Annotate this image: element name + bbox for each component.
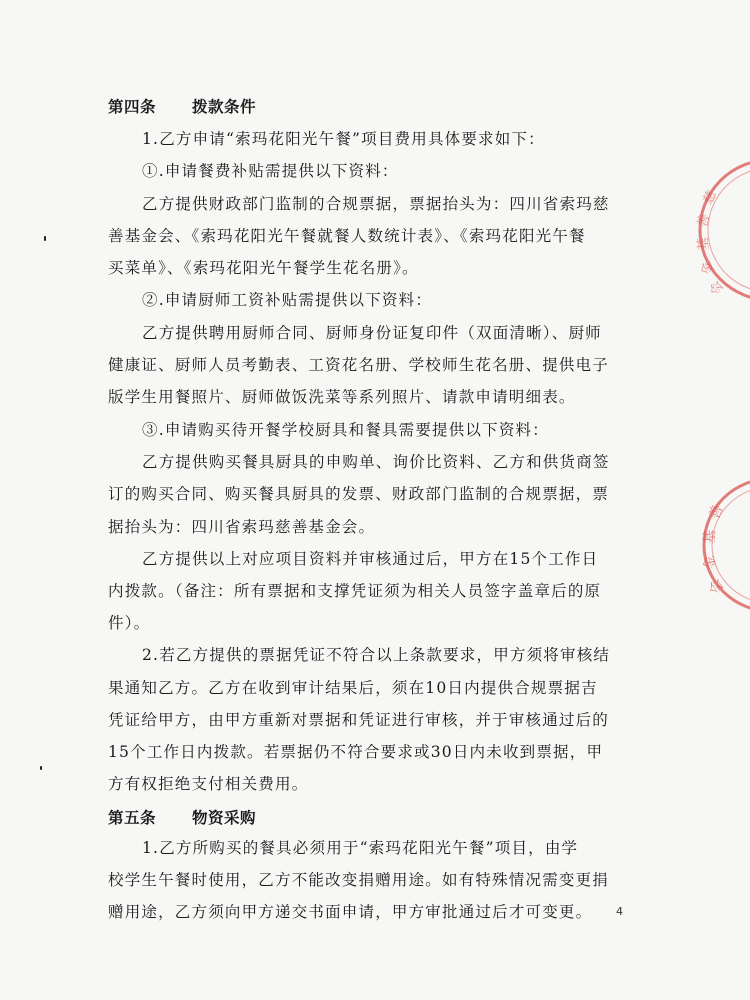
article-4-line: 健康证、厨师人员考勤表、工资花名册、学校师生花名册、提供电子: [108, 356, 610, 374]
article-5-number: 第五条: [108, 809, 157, 827]
svg-text:基: 基: [695, 236, 712, 251]
article-4-line: ③.申请购买待开餐学校厨具和餐具需要提供以下资料：: [142, 421, 549, 439]
article-4-line: 1.乙方申请“索玛花阳光午餐”项目费用具体要求如下：: [142, 130, 545, 148]
article-4-line: 版学生用餐照片、厨师做饭洗菜等系列照片、请款申请明细表。: [108, 388, 576, 406]
svg-text:慈: 慈: [700, 188, 720, 207]
svg-text:会: 会: [706, 576, 728, 597]
page-number: 4: [616, 905, 623, 918]
article-4-line: 方有权拒绝支付相关费用。: [108, 775, 309, 793]
svg-text:基: 基: [702, 529, 719, 545]
article-4-title: 拨款条件: [192, 98, 257, 116]
svg-text:善: 善: [706, 502, 727, 522]
article-4-line: 买菜单》、《索玛花阳光午餐学生花名册》。: [108, 259, 419, 277]
svg-text:善: 善: [695, 212, 714, 230]
article-4-line: 件）。: [108, 614, 151, 632]
article-4-line: 乙方提供购买餐具厨具的申购单、询价比资料、乙方和供货商签: [142, 453, 610, 471]
article-4-line: 乙方提供以上对应项目资料并审核通过后，甲方在15个工作日: [142, 550, 599, 568]
article-5-line: 赠用途，乙方须向甲方递交书面申请，甲方审批通过后才可变更。: [108, 903, 593, 921]
seal-stamp-top: [690, 150, 750, 310]
article-4-line: 订的购买合同、购买餐具厨具的发票、财政部门监制的合规票据，票: [108, 485, 610, 503]
article-4-line: ①.申请餐费补贴需提供以下资料：: [142, 162, 399, 180]
svg-text:金: 金: [700, 553, 720, 572]
svg-text:金: 金: [698, 258, 718, 277]
article-4-heading: [108, 95, 256, 117]
article-5-heading: [108, 806, 256, 828]
scan-mark: [40, 766, 42, 770]
article-5-title: 物资采购: [192, 809, 257, 827]
article-4-line: 据抬头为：四川省索玛慈善基金会。: [108, 518, 376, 536]
article-5-line: 1.乙方所购买的餐具必须用于“索玛花阳光午餐”项目，由学: [142, 839, 579, 857]
article-4-line: 果通知乙方。乙方在收到审计结果后，须在10日内提供合规票据吉: [108, 679, 598, 697]
article-4-number: 第四条: [108, 98, 157, 116]
scan-mark: [44, 236, 46, 241]
article-4-line: 2.若乙方提供的票据凭证不符合以上条款要求，甲方须将审核结: [142, 646, 611, 664]
article-5-line: 校学生午餐时使用，乙方不能改变捐赠用途。如有特殊情况需变更捐: [108, 871, 610, 889]
article-4-line: 善基金会、《索玛花阳光午餐就餐人数统计表》、《索玛花阳光午餐: [108, 227, 586, 245]
article-4-line: 内拨款。（备注：所有票据和支撑凭证须为相关人员签字盖章后的原: [108, 582, 602, 600]
article-4-line: 乙方提供聘用厨师合同、厨师身份证复印件（双面清晰）、厨师: [142, 324, 602, 342]
article-4-line: 凭证给甲方，由甲方重新对票据和凭证进行审核，并于审核通过后的: [108, 711, 610, 729]
article-4-line: 乙方提供财政部门监制的合规票据，票据抬头为：四川省索玛慈: [142, 195, 610, 213]
article-4-line: 15个工作日内拨款。若票据仍不符合要求或30日内未收到票据，甲: [108, 743, 604, 761]
seal-stamp-middle: [698, 470, 750, 620]
article-4-line: ②.申请厨师工资补贴需提供以下资料：: [142, 291, 433, 309]
svg-text:会: 会: [707, 277, 728, 298]
